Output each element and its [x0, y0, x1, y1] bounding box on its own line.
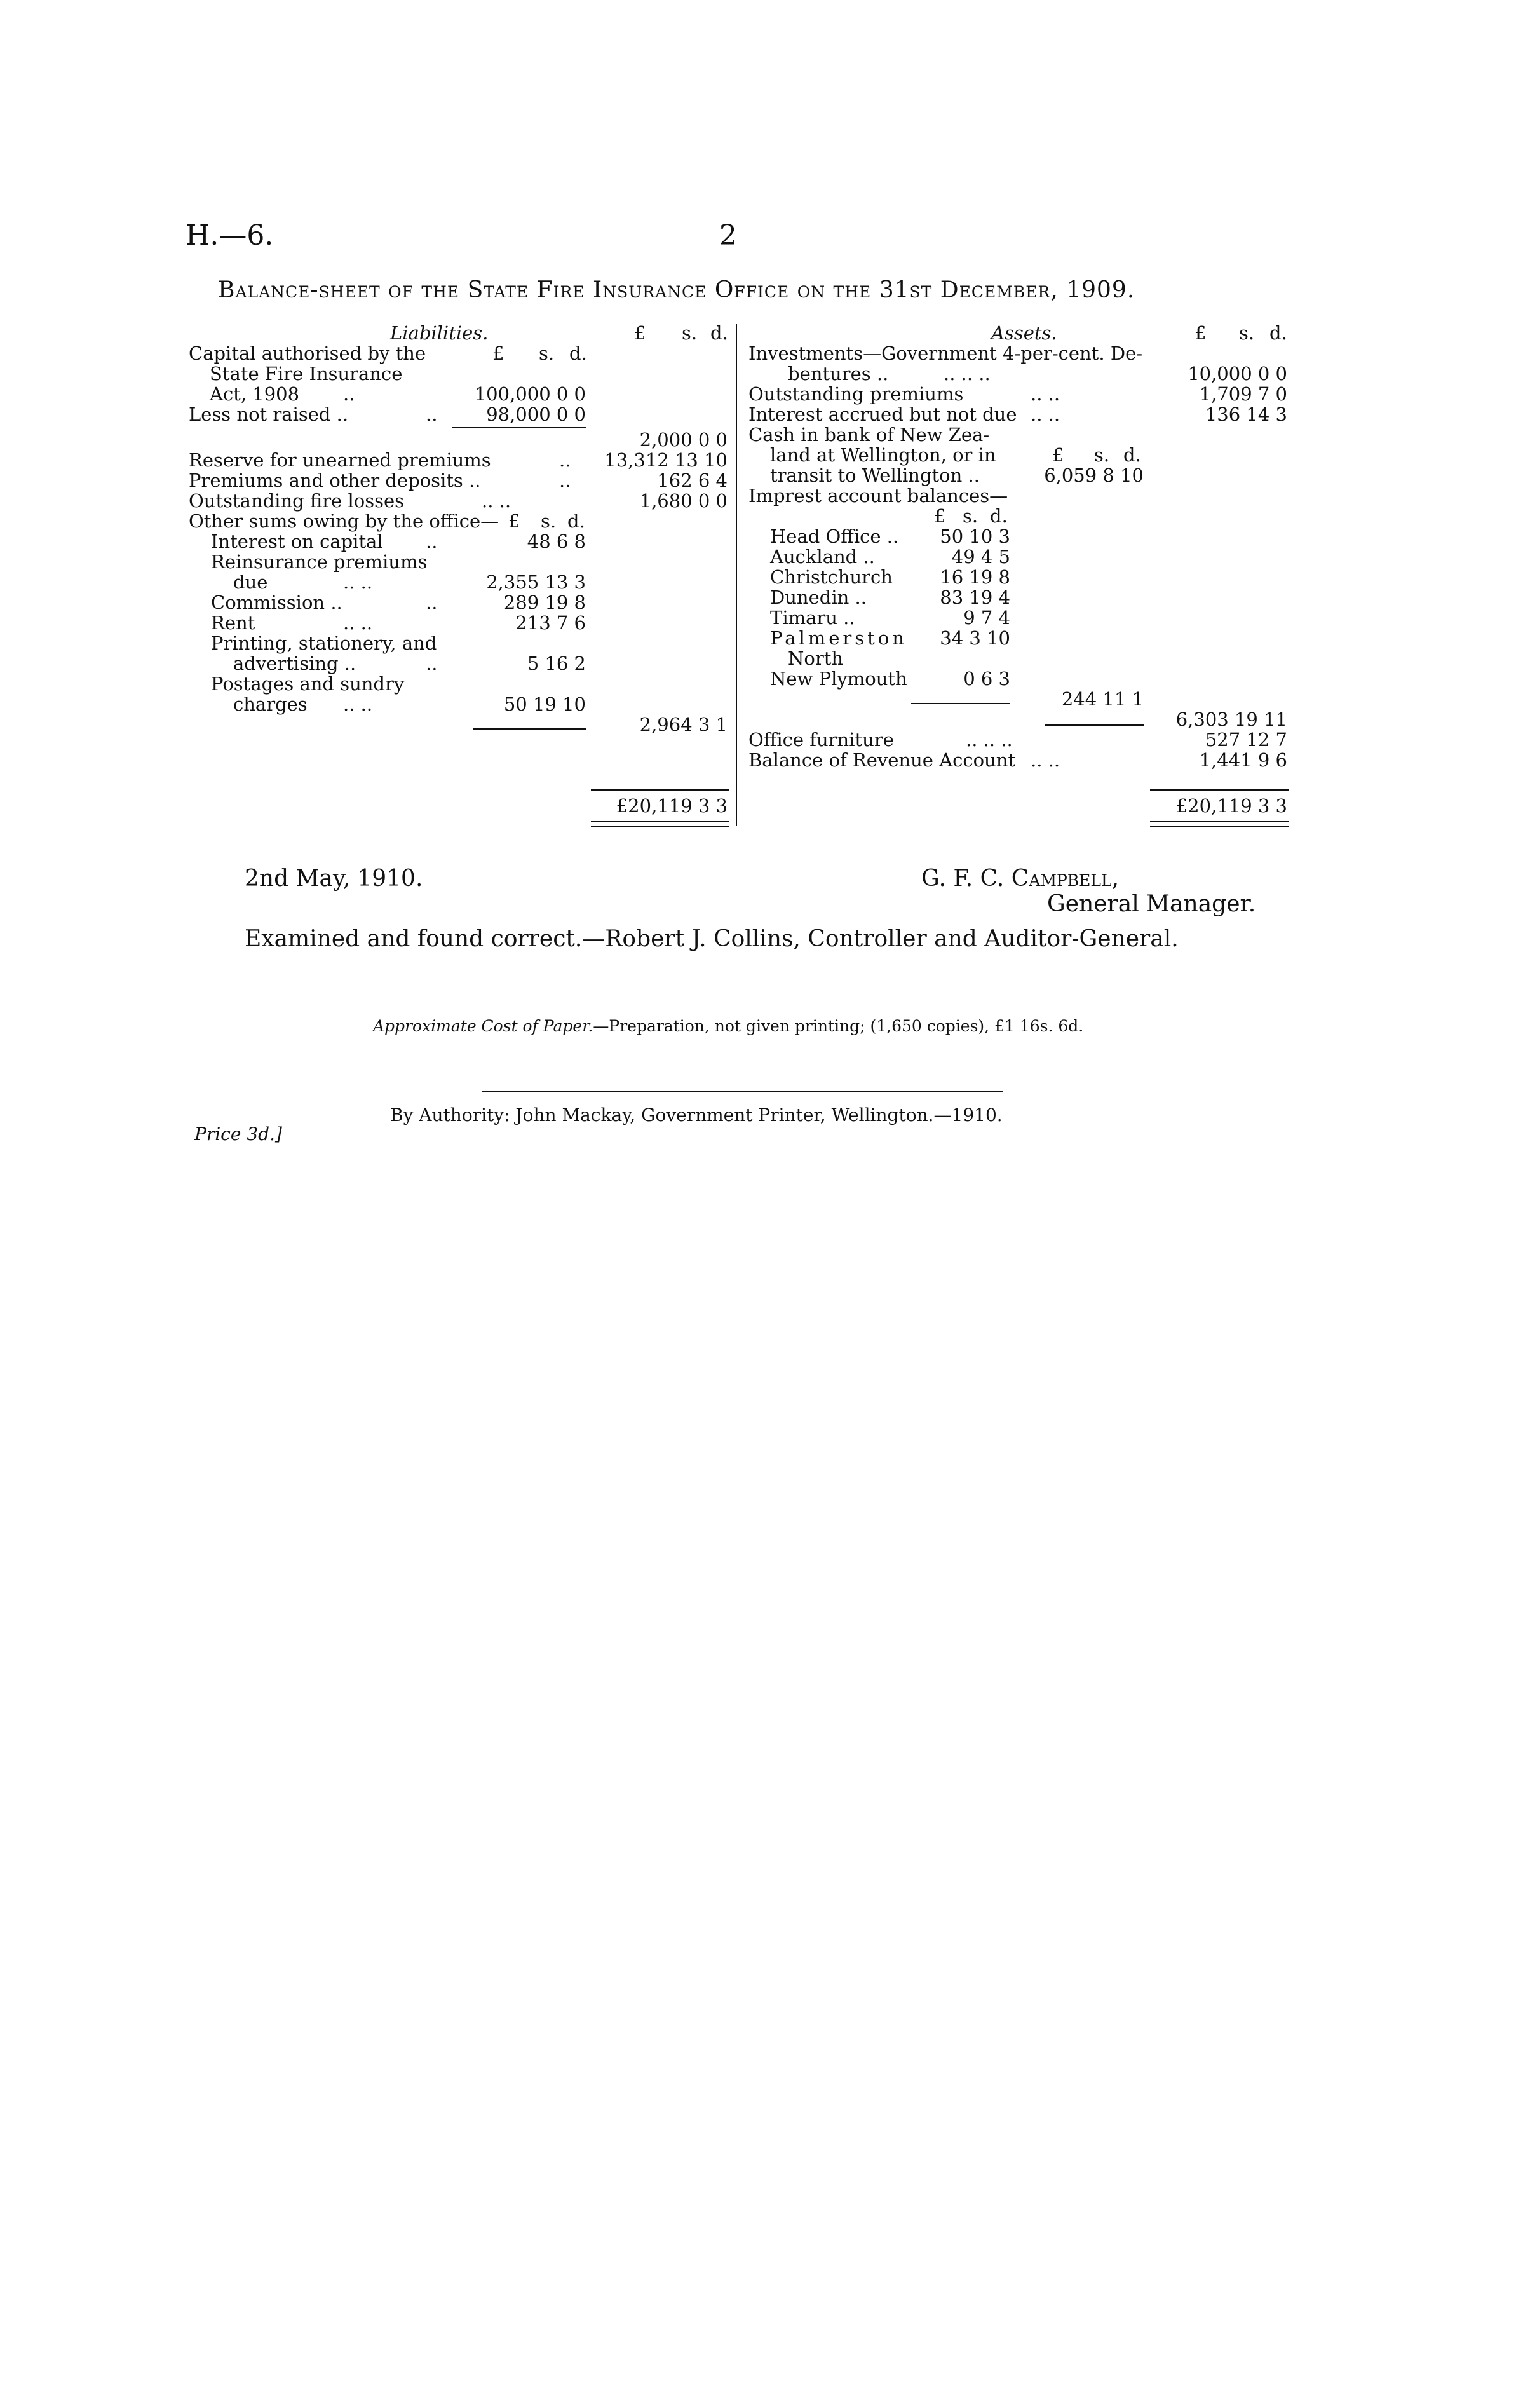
- liabilities-total-rule-bottom-1: [591, 821, 729, 822]
- cash-col-pence: d.: [1123, 444, 1141, 466]
- capital-label-line2: State Fire Insurance: [210, 363, 403, 384]
- capital-label-line1: Capital authorised by the: [189, 343, 426, 364]
- other-item-label: Commission ..: [211, 592, 342, 613]
- assets-total-rule-bottom-2: [1150, 826, 1289, 827]
- assets-col-pounds: £: [1195, 322, 1207, 344]
- other-col-pounds: £: [508, 510, 520, 532]
- other-item-label: Interest on capital: [211, 531, 383, 552]
- assets-heading: Assets.: [991, 322, 1057, 344]
- other-item-label: Reinsurance premiums: [211, 551, 428, 573]
- other-item-amount: 2,355 13 3: [486, 571, 586, 593]
- authority-line: By Authority: John Mackay, Government Printer, Wellington.—1910.: [390, 1105, 1003, 1126]
- signature-date: 2nd May, 1910.: [245, 866, 423, 892]
- authority-rule: [482, 1091, 1003, 1092]
- cost-note-text: —Preparation, not given printing; (1,650 copies), £1 16s. 6d.: [593, 1017, 1084, 1035]
- less-not-raised-dots: ..: [426, 404, 438, 425]
- imprest-item-label: Dunedin ..: [770, 587, 867, 608]
- revenue-balance-amount: 1,441 9 6: [1199, 749, 1287, 771]
- capital-col-pence: d.: [569, 343, 587, 364]
- revenue-balance-dots: .. ..: [1031, 749, 1060, 771]
- other-item-label: charges: [233, 693, 308, 715]
- cash-label-line2: land at Wellington, or in: [770, 444, 996, 466]
- signatory-title: General Manager.: [1047, 891, 1256, 917]
- imprest-label: Imprest account balances—: [748, 485, 1008, 507]
- revenue-balance-label: Balance of Revenue Account: [748, 749, 1016, 771]
- outstanding-premiums-amount: 1,709 7 0: [1199, 383, 1287, 405]
- other-item-dots: .. ..: [343, 693, 373, 715]
- price-note: Price 3d.]: [194, 1124, 282, 1145]
- other-item-label: Printing, stationery, and: [211, 632, 437, 654]
- other-item-dots: ..: [426, 531, 438, 552]
- other-item-amount: 50 19 10: [503, 693, 586, 715]
- cash-amount: 6,059 8 10: [1044, 465, 1144, 486]
- investments-amount: 10,000 0 0: [1188, 363, 1287, 384]
- imprest-item-amount: 83 19 4: [940, 587, 1010, 608]
- premiums-dots: ..: [559, 470, 571, 491]
- capital-dots: ..: [343, 383, 355, 405]
- imprest-col-pence: d.: [990, 505, 1008, 527]
- cash-label-line1: Cash in bank of New Zea-: [748, 424, 990, 446]
- other-col-shillings: s.: [541, 510, 557, 532]
- document-code: H.—6.: [186, 219, 274, 252]
- other-item-amount: 289 19 8: [503, 592, 586, 613]
- liabilities-grand-total: £20,119 3 3: [616, 795, 728, 817]
- liabilities-col-pence: d.: [710, 322, 728, 344]
- cost-note-label: Approximate Cost of Paper.: [373, 1017, 593, 1035]
- imprest-item-amount: 49 4 5: [951, 546, 1010, 568]
- less-not-raised-label: Less not raised ..: [189, 404, 349, 425]
- reserve-amount: 13,312 13 10: [604, 449, 728, 471]
- imprest-item-amount: 34 3 10: [940, 627, 1010, 649]
- losses-amount: 1,680 0 0: [639, 490, 728, 512]
- assets-total-rule-bottom-1: [1150, 821, 1289, 822]
- other-item-dots: ..: [426, 592, 438, 613]
- other-sums-total: 2,964 3 1: [639, 714, 728, 735]
- imprest-col-shillings: s.: [963, 505, 978, 527]
- losses-label: Outstanding fire losses: [189, 490, 405, 512]
- other-sums-label: Other sums owing by the office—: [189, 510, 499, 532]
- imprest-item-label: Auckland ..: [770, 546, 875, 568]
- liabilities-total-rule-bottom-2: [591, 826, 729, 827]
- imprest-item-label: Palmerston: [770, 627, 907, 649]
- cash-label-line3: transit to Wellington ..: [770, 465, 980, 486]
- furniture-dots: .. .. ..: [966, 729, 1013, 751]
- cash-col-shillings: s.: [1094, 444, 1110, 466]
- imprest-col-pounds: £: [934, 505, 946, 527]
- capital-subtotal-rule: [452, 427, 586, 428]
- investments-label-line2: bentures ..: [788, 363, 889, 384]
- auditor-statement: Examined and found correct.—Robert J. Collins, Controller and Auditor-General.: [245, 926, 1179, 952]
- imprest-item-label: New Plymouth: [770, 668, 907, 690]
- capital-col-shillings: s.: [539, 343, 555, 364]
- other-item-dots: ..: [426, 653, 438, 674]
- column-divider: [736, 324, 737, 826]
- cash-total: 6,303 19 11: [1175, 709, 1287, 730]
- investments-dots: .. .. ..: [944, 363, 991, 384]
- outstanding-premiums-label: Outstanding premiums: [748, 383, 964, 405]
- imprest-item-amount: 50 10 3: [940, 526, 1010, 547]
- premiums-label: Premiums and other deposits ..: [189, 470, 481, 491]
- liabilities-heading: Liabilities.: [390, 322, 489, 344]
- imprest-item-amount: 9 7 4: [963, 607, 1010, 629]
- other-item-label: due: [233, 571, 268, 593]
- capital-col-pounds: £: [492, 343, 504, 364]
- other-item-amount: 48 6 8: [527, 531, 586, 552]
- signatory-name: G. F. C. Campbell,: [921, 866, 1120, 892]
- imprest-item-label: North: [788, 648, 844, 669]
- imprest-item-label: Christchurch: [770, 566, 893, 588]
- assets-grand-total: £20,119 3 3: [1175, 795, 1287, 817]
- imprest-total: 244 11 1: [1061, 688, 1144, 710]
- other-item-dots: .. ..: [343, 612, 373, 634]
- other-item-label: advertising ..: [233, 653, 356, 674]
- net-capital-amount: 2,000 0 0: [639, 429, 728, 451]
- capital-label-line3: Act, 1908: [210, 383, 300, 405]
- interest-accrued-amount: 136 14 3: [1205, 404, 1287, 425]
- losses-dots: .. ..: [482, 490, 511, 512]
- outstanding-premiums-dots: .. ..: [1031, 383, 1060, 405]
- other-item-label: Postages and sundry: [211, 673, 405, 695]
- furniture-label: Office furniture: [748, 729, 894, 751]
- capital-amount: 100,000 0 0: [474, 383, 586, 405]
- reserve-dots: ..: [559, 449, 571, 471]
- interest-accrued-dots: .. ..: [1031, 404, 1060, 425]
- cost-note: [373, 1017, 1083, 1035]
- liabilities-col-shillings: s.: [682, 322, 698, 344]
- assets-total-rule-top: [1150, 789, 1289, 791]
- less-not-raised-amount: 98,000 0 0: [486, 404, 586, 425]
- imprest-item-amount: 0 6 3: [963, 668, 1010, 690]
- imprest-item-amount: 16 19 8: [940, 566, 1010, 588]
- assets-col-pence: d.: [1269, 322, 1287, 344]
- balance-sheet-title: Balance-sheet of the State Fire Insurance Office on the 31st December, 1909.: [218, 277, 1135, 303]
- other-item-amount: 5 16 2: [527, 653, 586, 674]
- other-item-label: Rent: [211, 612, 255, 634]
- page-number: 2: [719, 219, 737, 252]
- other-sums-rule: [473, 728, 586, 730]
- imprest-rule: [911, 703, 1010, 704]
- cash-rule: [1045, 724, 1144, 726]
- premiums-amount: 162 6 4: [657, 470, 728, 491]
- other-item-amount: 213 7 6: [515, 612, 586, 634]
- other-item-dots: .. ..: [343, 571, 373, 593]
- assets-col-shillings: s.: [1239, 322, 1255, 344]
- cash-col-pounds: £: [1052, 444, 1064, 466]
- investments-label-line1: Investments—Government 4-per-cent. De-: [748, 343, 1143, 364]
- liabilities-col-pounds: £: [634, 322, 646, 344]
- liabilities-total-rule-top: [591, 789, 729, 791]
- other-col-pence: d.: [567, 510, 585, 532]
- furniture-amount: 527 12 7: [1205, 729, 1287, 751]
- imprest-item-label: Head Office ..: [770, 526, 899, 547]
- reserve-label: Reserve for unearned premiums: [189, 449, 491, 471]
- imprest-item-label: Timaru ..: [770, 607, 855, 629]
- interest-accrued-label: Interest accrued but not due: [748, 404, 1017, 425]
